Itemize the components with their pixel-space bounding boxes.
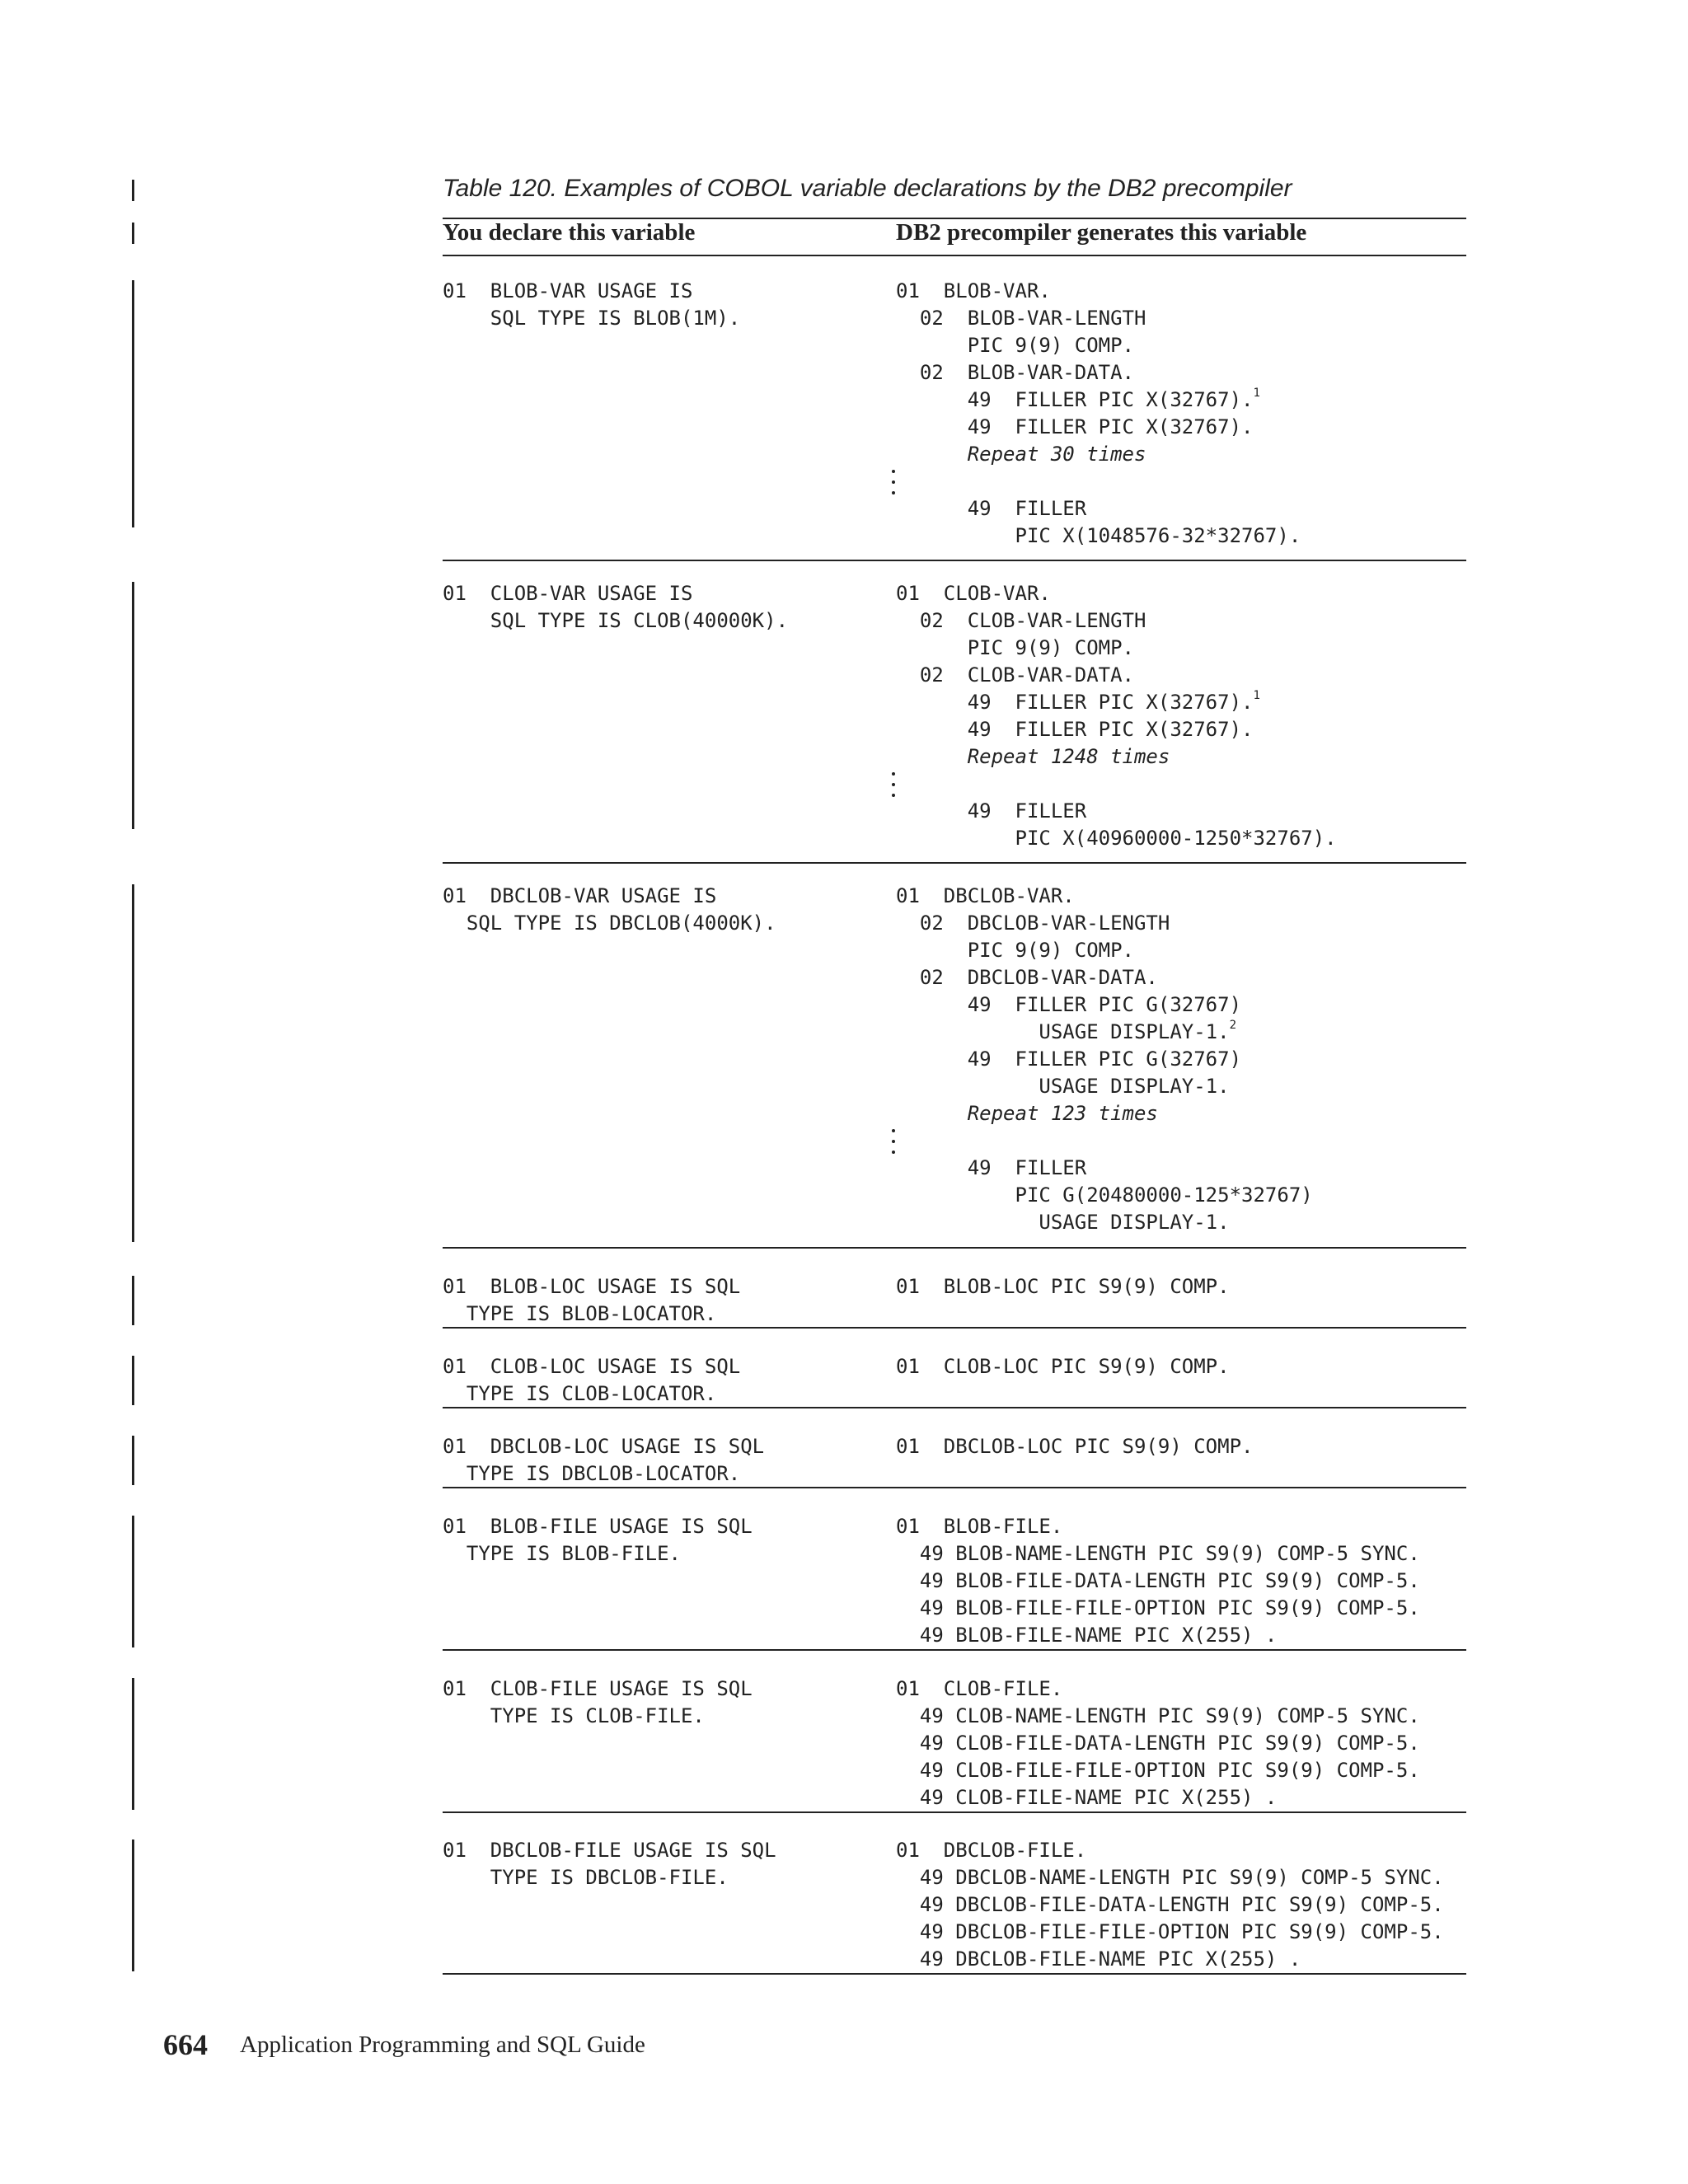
- generated-line: USAGE DISPLAY-1.: [896, 1211, 1230, 1234]
- declare-cell: [443, 1273, 740, 1328]
- footnote-marker: 1: [1253, 387, 1260, 400]
- generated-line: 49 FILLER PIC G(32767): [896, 1047, 1242, 1071]
- generated-line: 49 BLOB-FILE-DATA-LENGTH PIC S9(9) COMP-5.: [896, 1569, 1420, 1592]
- generated-line: 49 FILLER: [896, 799, 1087, 823]
- row-rule: [443, 1247, 1466, 1249]
- declare-cell: [443, 1433, 764, 1488]
- table-caption: Table 120. Examples of COBOL variable declarations by the DB2 precompiler: [443, 175, 1292, 202]
- generated-line: PIC X(1048576-32*32767).: [896, 524, 1301, 547]
- page-number: 664: [163, 2028, 208, 2061]
- footnote-marker: 1: [1253, 689, 1260, 702]
- generated-cell: [896, 1837, 1444, 1973]
- declare-line: TYPE IS DBCLOB-LOCATOR.: [443, 1462, 741, 1485]
- generated-cell: [896, 278, 1301, 550]
- generated-cell: [896, 1675, 1420, 1811]
- declare-line: TYPE IS CLOB-LOCATOR.: [443, 1382, 717, 1405]
- declare-line: 01 DBCLOB-LOC USAGE IS SQL: [443, 1435, 765, 1458]
- generated-line: 02 BLOB-VAR-LENGTH: [896, 307, 1146, 330]
- generated-line: PIC 9(9) COMP.: [896, 334, 1134, 357]
- declare-line: SQL TYPE IS CLOB(40000K).: [443, 609, 789, 632]
- row-rule: [443, 1973, 1466, 1975]
- vertical-ellipsis-icon: [892, 470, 895, 502]
- footnote-marker: 2: [1229, 1019, 1237, 1032]
- generated-line: 49 FILLER PIC X(32767).: [896, 691, 1254, 714]
- row-rule: [443, 560, 1466, 561]
- generated-line: PIC 9(9) COMP.: [896, 939, 1134, 962]
- generated-line: 02 BLOB-VAR-DATA.: [896, 361, 1134, 384]
- column-header-generated: DB2 precompiler generates this variable: [896, 219, 1307, 246]
- declare-cell: [443, 883, 776, 937]
- generated-line: PIC X(40960000-1250*32767).: [896, 827, 1337, 850]
- generated-line: 01 DBCLOB-FILE.: [896, 1839, 1087, 1862]
- declare-line: 01 CLOB-FILE USAGE IS SQL: [443, 1677, 753, 1700]
- declare-line: TYPE IS DBCLOB-FILE.: [443, 1866, 729, 1889]
- row-rule: [443, 862, 1466, 864]
- declare-line: 01 BLOB-LOC USAGE IS SQL: [443, 1275, 741, 1298]
- declare-cell: [443, 1353, 740, 1408]
- generated-line: 01 DBCLOB-LOC PIC S9(9) COMP.: [896, 1435, 1254, 1458]
- generated-line: 01 CLOB-LOC PIC S9(9) COMP.: [896, 1355, 1230, 1378]
- generated-cell: [896, 1513, 1420, 1649]
- generated-line: 02 DBCLOB-VAR-DATA.: [896, 966, 1158, 989]
- generated-line: 49 FILLER PIC G(32767): [896, 993, 1242, 1016]
- generated-line: 49 CLOB-FILE-FILE-OPTION PIC S9(9) COMP-5.: [896, 1759, 1420, 1782]
- book-title: Application Programming and SQL Guide: [240, 2032, 645, 2058]
- declare-cell: [443, 580, 788, 635]
- generated-line: 02 CLOB-VAR-LENGTH: [896, 609, 1146, 632]
- row-rule: [443, 1327, 1466, 1329]
- declare-cell: [443, 278, 740, 332]
- generated-line: 49 FILLER: [896, 497, 1087, 520]
- generated-line: 49 BLOB-FILE-FILE-OPTION PIC S9(9) COMP-5.: [896, 1596, 1420, 1619]
- generated-cell: [896, 1273, 1230, 1301]
- declare-line: 01 BLOB-VAR USAGE IS: [443, 279, 693, 302]
- generated-line: 49 CLOB-NAME-LENGTH PIC S9(9) COMP-5 SYNC.: [896, 1704, 1420, 1727]
- generated-line: 01 DBCLOB-VAR.: [896, 884, 1075, 907]
- declare-line: SQL TYPE IS DBCLOB(4000K).: [443, 912, 776, 935]
- generated-cell: [896, 1353, 1230, 1380]
- declare-line: TYPE IS BLOB-FILE.: [443, 1542, 681, 1565]
- declare-line: 01 DBCLOB-VAR USAGE IS: [443, 884, 717, 907]
- row-rule: [443, 1811, 1466, 1813]
- generated-line: PIC 9(9) COMP.: [896, 636, 1134, 659]
- declare-line: 01 CLOB-LOC USAGE IS SQL: [443, 1355, 741, 1378]
- generated-line: 49 FILLER: [896, 1156, 1087, 1179]
- declare-line: 01 DBCLOB-FILE USAGE IS SQL: [443, 1839, 776, 1862]
- declare-line: 01 CLOB-VAR USAGE IS: [443, 582, 693, 605]
- generated-line: 49 CLOB-FILE-DATA-LENGTH PIC S9(9) COMP-5.: [896, 1732, 1420, 1755]
- generated-cell: [896, 580, 1337, 852]
- declare-line: TYPE IS CLOB-FILE.: [443, 1704, 705, 1727]
- generated-line: USAGE DISPLAY-1.: [896, 1075, 1230, 1098]
- row-rule: [443, 1649, 1466, 1651]
- generated-line: 49 FILLER PIC X(32767).: [896, 415, 1254, 438]
- generated-cell: [896, 1433, 1253, 1460]
- row-rule: [443, 1487, 1466, 1488]
- declare-line: 01 BLOB-FILE USAGE IS SQL: [443, 1515, 753, 1538]
- vertical-ellipsis-icon: [892, 1129, 895, 1161]
- declare-line: TYPE IS BLOB-LOCATOR.: [443, 1302, 717, 1325]
- generated-line: 49 FILLER PIC X(32767).: [896, 718, 1254, 741]
- generated-line: 02 DBCLOB-VAR-LENGTH: [896, 912, 1170, 935]
- declare-cell: [443, 1837, 776, 1891]
- generated-line: 49 FILLER PIC X(32767).: [896, 388, 1254, 411]
- generated-line: 02 CLOB-VAR-DATA.: [896, 663, 1134, 687]
- declare-cell: [443, 1513, 753, 1568]
- generated-line: 49 BLOB-FILE-NAME PIC X(255) .: [896, 1624, 1278, 1647]
- generated-line: 49 CLOB-FILE-NAME PIC X(255) .: [896, 1786, 1278, 1809]
- declare-line: SQL TYPE IS BLOB(1M).: [443, 307, 741, 330]
- generated-line: 49 DBCLOB-FILE-NAME PIC X(255) .: [896, 1947, 1301, 1971]
- generated-line: 49 DBCLOB-FILE-DATA-LENGTH PIC S9(9) COMP-5.: [896, 1893, 1444, 1916]
- repeat-note: Repeat 1248 times: [896, 745, 1170, 768]
- repeat-note: Repeat 30 times: [896, 443, 1146, 466]
- vertical-ellipsis-icon: [892, 772, 895, 804]
- row-rule: [443, 1407, 1466, 1408]
- generated-line: 01 CLOB-VAR.: [896, 582, 1051, 605]
- column-header-declare: You declare this variable: [443, 219, 696, 246]
- generated-line: 49 DBCLOB-NAME-LENGTH PIC S9(9) COMP-5 SYNC.: [896, 1866, 1444, 1889]
- repeat-note: Repeat 123 times: [896, 1102, 1158, 1125]
- generated-line: 01 BLOB-LOC PIC S9(9) COMP.: [896, 1275, 1230, 1298]
- generated-line: USAGE DISPLAY-1.: [896, 1020, 1230, 1043]
- generated-line: 01 CLOB-FILE.: [896, 1677, 1063, 1700]
- generated-line: 01 BLOB-VAR.: [896, 279, 1051, 302]
- header-rule: [443, 255, 1466, 256]
- generated-line: 49 DBCLOB-FILE-FILE-OPTION PIC S9(9) COMP-5.: [896, 1920, 1444, 1943]
- generated-cell: [896, 883, 1313, 1236]
- declare-cell: [443, 1675, 753, 1730]
- generated-line: 01 BLOB-FILE.: [896, 1515, 1063, 1538]
- generated-line: 49 BLOB-NAME-LENGTH PIC S9(9) COMP-5 SYNC.: [896, 1542, 1420, 1565]
- generated-line: PIC G(20480000-125*32767): [896, 1183, 1313, 1207]
